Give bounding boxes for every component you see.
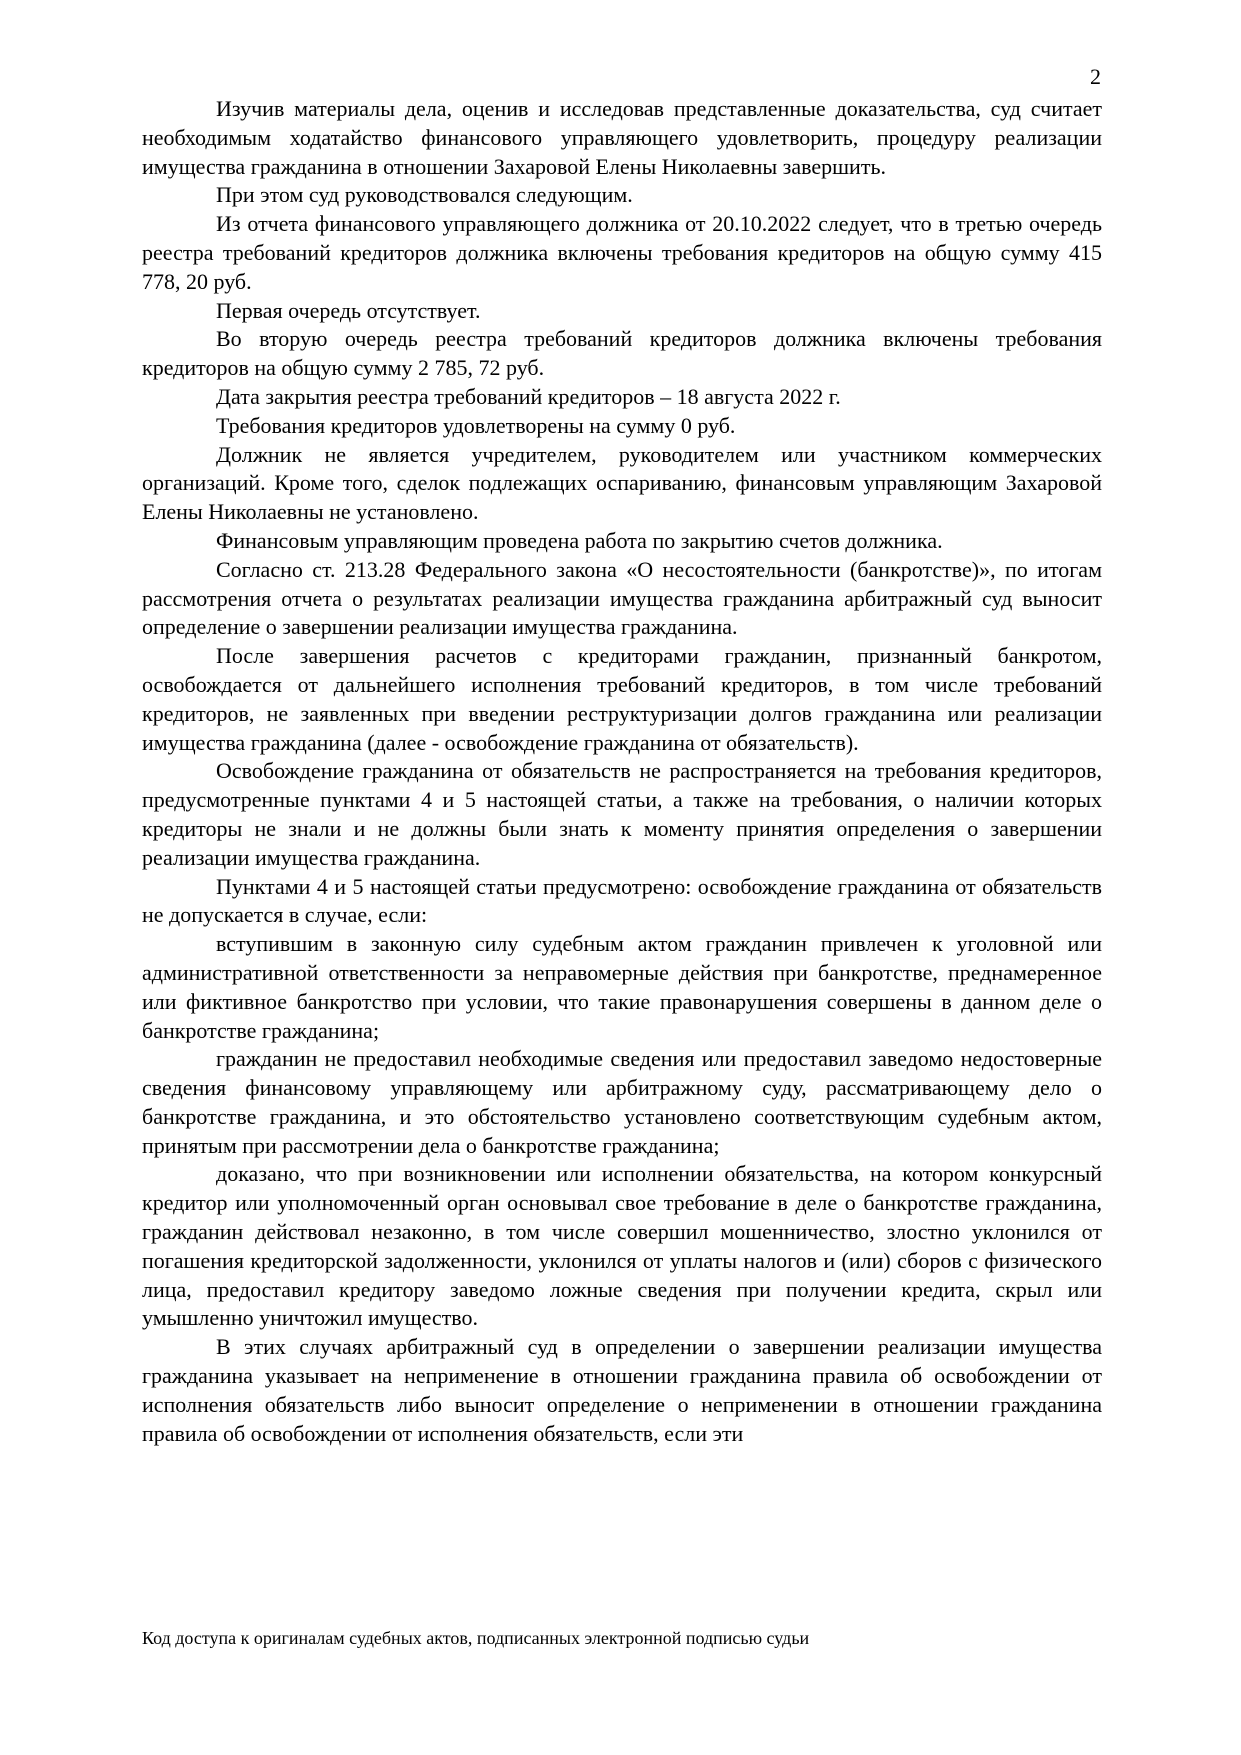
paragraph: Требования кредиторов удовлетворены на сумму 0 руб. bbox=[216, 412, 736, 438]
paragraph: Во вторую очередь реестра требований кредиторов должника включены требования кредиторов на общую сумму 2 785, 72 руб. bbox=[142, 326, 1102, 381]
paragraph: Согласно ст. 213.28 Федерального закона «О несостоятельности (банкротстве)», по итогам рассмотрения отчета о результатах реализации имущества гражданина арбитражный суд выносит определение о завершении реализации имущества гражданина. bbox=[142, 556, 1102, 640]
paragraph: Освобождение гражданина от обязательств не распространяется на требования кредиторов, предусмотренные пунктами 4 и 5 настоящей статьи, а также на требования, о наличии которых кредиторы не знали и не должны были знать к моменту принятия определения о завершении реализации имущества гражданина. bbox=[142, 758, 1102, 870]
paragraph: Финансовым управляющим проведена работа по закрытию счетов должника. bbox=[216, 527, 943, 553]
paragraph: В этих случаях арбитражный суд в определении о завершении реализации имущества гражданина указывает на неприменение в отношении гражданина правила об освобождении от исполнения обязательств либо выносит определение о неприменении в отношении гражданина правила об освобождении от исполнения обязательств, если эти bbox=[142, 1334, 1102, 1446]
paragraph: Первая очередь отсутствует. bbox=[216, 297, 481, 323]
paragraph: доказано, что при возникновении или исполнении обязательства, на котором конкурсный кредитор или уполномоченный орган основывал свое требование в деле о банкротстве гражданина, гражданин действовал незаконно, в том числе совершил мошенничество, злостно уклонился от погашения кредиторской задолженности, уклонился от уплаты налогов и (или) сборов с физического лица, предоставил кредитору заведомо ложные сведения при получении кредита, скрыл или умышленно уничтожил имущество. bbox=[142, 1161, 1102, 1331]
paragraph: Пунктами 4 и 5 настоящей статьи предусмотрено: освобождение гражданина от обязательств не допускается в случае, если: bbox=[142, 873, 1102, 928]
page-number: 2 bbox=[1090, 64, 1101, 89]
paragraph: гражданин не предоставил необходимые сведения или предоставил заведомо недостоверные сведения финансовому управляющему или арбитражному суду, рассматривающему дело о банкротстве гражданина, и это обстоятельство установлено соответствующим судебным актом, принятым при рассмотрении дела о банкротстве гражданина; bbox=[142, 1046, 1102, 1158]
document-body bbox=[142, 95, 1102, 1448]
paragraph: вступившим в законную силу судебным актом гражданин привлечен к уголовной или административной ответственности за неправомерные действия при банкротстве, преднамеренное или фиктивное банкротство при условии, что такие правонарушения совершены в данном деле о банкротстве гражданина; bbox=[142, 931, 1102, 1043]
paragraph: Должник не является учредителем, руководителем или участником коммерческих организаций. Кроме того, сделок подлежащих оспариванию, финансовым управляющим Захаровой Елены Николаевны не установлено. bbox=[142, 441, 1102, 525]
paragraph: При этом суд руководствовался следующим. bbox=[216, 182, 633, 208]
paragraph: Из отчета финансового управляющего должника от 20.10.2022 следует, что в третью очередь реестра требований кредиторов должника включены требования кредиторов на общую сумму 415 778, 20 руб. bbox=[142, 211, 1102, 294]
paragraph: Изучив материалы дела, оценив и исследовав представленные доказательства, суд считает необходимым ходатайство финансового управляющего удовлетворить, процедуру реализации имущества гражданина в отношении Захаровой Елены Николаевны завершить. bbox=[142, 96, 1102, 179]
paragraph: После завершения расчетов с кредиторами гражданин, признанный банкротом, освобождается от дальнейшего исполнения требований кредиторов, в том числе требований кредиторов, не заявленных при введении реструктуризации долгов гражданина или реализации имущества гражданина (далее - освобождение гражданина от обязательств). bbox=[142, 643, 1102, 755]
paragraph: Дата закрытия реестра требований кредиторов – 18 августа 2022 г. bbox=[216, 383, 841, 409]
page-footer: Код доступа к оригиналам судебных актов, подписанных электронной подписью судьи bbox=[142, 1628, 810, 1648]
